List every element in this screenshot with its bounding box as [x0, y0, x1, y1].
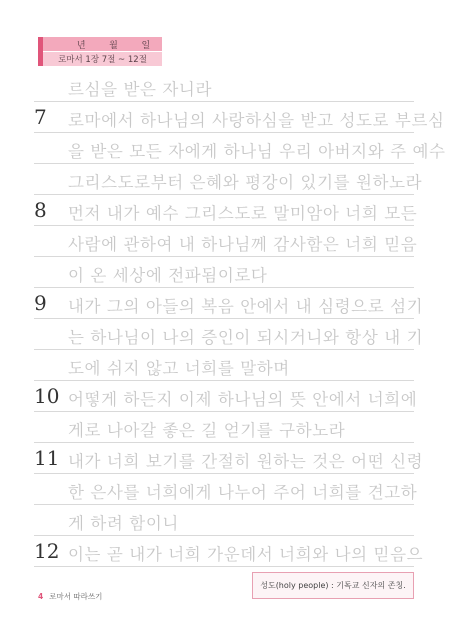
text-line	[34, 195, 418, 226]
text-line	[34, 133, 446, 164]
text-line	[34, 381, 418, 412]
trace-text: 게로 나아갈 좋은 길 얻기를 구하노라	[68, 421, 346, 440]
text-line	[34, 226, 418, 257]
tracing-lines	[34, 71, 446, 567]
text-line	[34, 505, 414, 536]
text-line	[34, 350, 414, 381]
trace-text: 로마에서 하나님의 사랑하심을 받고 성도로 부르심	[68, 111, 445, 130]
text-line	[34, 71, 414, 102]
footnote-box: 성도(holy people) : 기독교 신자의 존칭.	[252, 572, 414, 599]
trace-text: 는 하나님이 나의 증인이 되시거니와 항상 내 기	[68, 328, 424, 347]
trace-text: 도에 쉬지 않고 너희를 말하며	[68, 359, 290, 378]
text-line	[34, 536, 424, 567]
verse-number: 10	[34, 384, 60, 408]
trace-text: 한 은사를 너희에게 나누어 주어 너희를 견고하	[68, 483, 418, 502]
text-line	[34, 443, 424, 474]
text-line	[34, 257, 414, 288]
verse-number: 11	[34, 446, 60, 470]
trace-text: 이는 곧 내가 너희 가운데서 너희와 나의 믿음으	[68, 545, 424, 564]
trace-text: 이 온 세상에 전파됨이로다	[68, 266, 268, 285]
trace-text: 그리스도로부터 은혜와 평강이 있기를 원하노라	[68, 173, 423, 192]
trace-text: 게 하려 함이니	[68, 514, 179, 533]
trace-text: 내가 그의 아들의 복음 안에서 내 심령으로 섬기	[68, 297, 424, 316]
day-label: 일	[141, 40, 151, 51]
text-line	[34, 474, 418, 505]
text-line	[34, 412, 414, 443]
month-label: 월	[109, 40, 118, 51]
trace-text: 어떻게 하든지 이제 하나님의 뜻 안에서 너희에	[68, 390, 418, 409]
verse-number: 9	[34, 291, 47, 315]
verse-number: 8	[34, 198, 47, 222]
trace-text: 르심을 받은 자니라	[68, 80, 213, 99]
verse-number: 12	[34, 539, 60, 563]
date-range-tag	[38, 37, 162, 66]
trace-text: 먼저 내가 예수 그리스도로 말미암아 너희 모든	[68, 204, 418, 223]
trace-text: 사람에 관하여 내 하나님께 감사함은 너희 믿음	[68, 235, 418, 254]
text-line	[34, 319, 424, 350]
page-number: 4	[38, 592, 44, 601]
trace-text: 내가 너희 보기를 간절히 원하는 것은 어떤 신령	[68, 452, 424, 471]
verse-range: 로마서 1장 7절 ~ 12절	[43, 52, 162, 66]
verse-number: 7	[34, 105, 47, 129]
year-label: 년	[76, 40, 86, 51]
text-line	[34, 164, 423, 195]
date-fields	[43, 37, 162, 51]
text-line	[34, 288, 424, 319]
text-line	[34, 102, 445, 133]
trace-text: 을 받은 모든 자에게 하나님 우리 아버지와 주 예수	[68, 142, 446, 161]
book-title: 로마서 따라쓰기	[49, 592, 103, 601]
page-footer	[38, 591, 102, 602]
